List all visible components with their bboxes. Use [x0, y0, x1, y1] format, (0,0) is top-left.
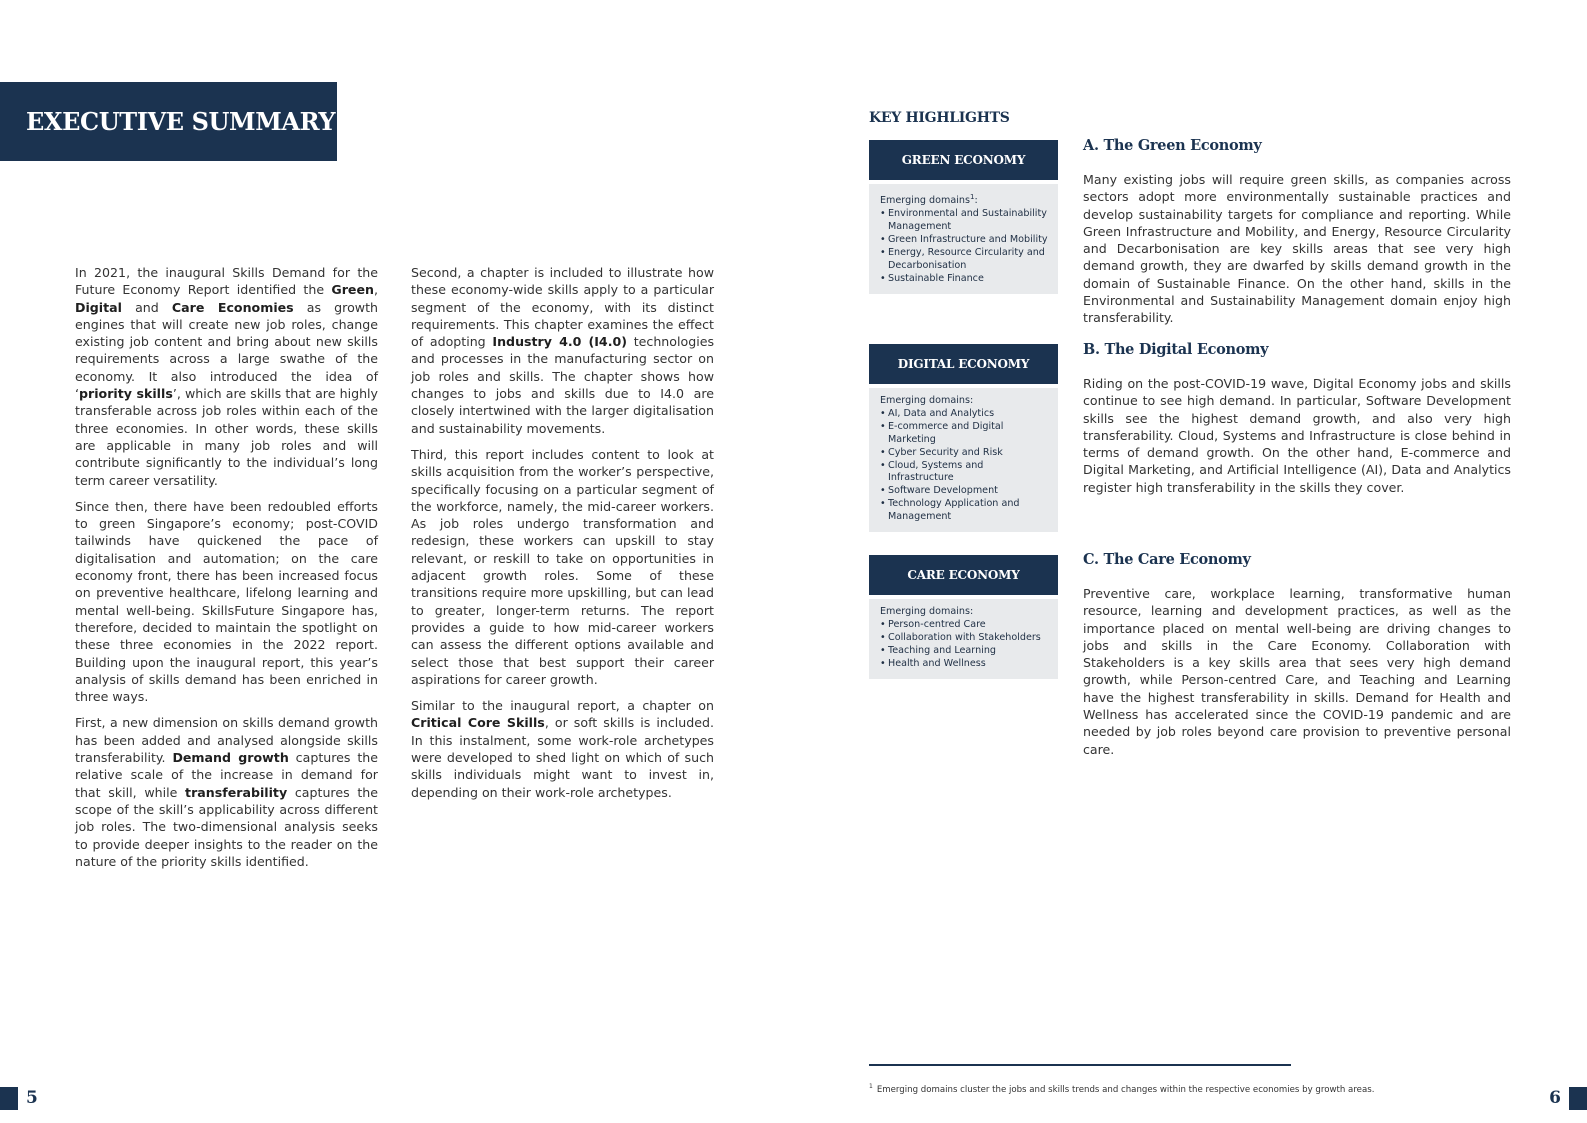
highlight-header-green: GREEN ECONOMY — [869, 140, 1058, 180]
text-run: technologies and processes in the manufacturing sector on job roles and skills. The chapter shows how changes to jobs and skills due to I4.0 are closely intertwined with the larger digitalisation and sustainability movements. — [411, 334, 715, 436]
label-text: Emerging domains — [880, 195, 970, 207]
highlight-body-digital — [869, 388, 1058, 532]
green-economy-heading: A. The Green Economy — [1083, 137, 1262, 154]
paragraph-intro — [75, 264, 378, 489]
list-item: • Software Development — [880, 485, 1048, 498]
footnote-divider — [869, 1064, 1291, 1066]
care-economy-heading: C. The Care Economy — [1083, 551, 1251, 568]
digital-economy-heading: B. The Digital Economy — [1083, 341, 1269, 358]
list-item: • Environmental and Sustainability Management — [880, 208, 1048, 234]
highlight-header-digital: DIGITAL ECONOMY — [869, 344, 1058, 384]
label-suffix: : — [974, 195, 978, 207]
list-item: • Teaching and Learning — [880, 645, 1048, 658]
emerging-domains-label: Emerging domains: — [880, 395, 974, 406]
footnote-marker: 1 — [869, 1083, 873, 1090]
paragraph-second — [411, 264, 714, 437]
page-number-right: 6 — [1549, 1088, 1561, 1108]
domain-list-digital — [880, 408, 1048, 524]
emerging-domains-label — [880, 191, 1048, 208]
page-title: EXECUTIVE SUMMARY — [0, 82, 337, 161]
footnote-ref: 1 — [970, 193, 975, 201]
list-item: • Sustainable Finance — [880, 273, 1048, 286]
highlight-header-care: CARE ECONOMY — [869, 555, 1058, 595]
bold-term-industry-4: Industry 4.0 (I4.0) — [492, 334, 627, 350]
text-run: In 2021, the inaugural Skills Demand for the Future Economy Report identified the — [75, 265, 378, 298]
text-run: Second, a chapter is included to illustrate how these economy-wide skills apply to a particular segment of the economy, with its distinct requirements. This chapter examines the effect of adopting — [411, 265, 714, 350]
list-item: • Health and Wellness — [880, 658, 1048, 671]
list-item: • Cyber Security and Risk — [880, 447, 1048, 460]
domain-list-green — [880, 208, 1048, 285]
text-run: , — [373, 282, 378, 298]
digital-economy-text: Riding on the post-COVID-19 wave, Digital Economy jobs and skills continue to see high demand. In particular, Software Development skills see the highest demand growth, and also very high transferability. Cloud, Systems and Infrastructure is close behind in terms of demand growth. On the other hand, E-commerce and Digital Marketing, and Artificial Intelligence (AI), Data and Analytics register high transferability in the skills they cover. — [1083, 376, 1511, 495]
page-marker-right — [1569, 1087, 1587, 1110]
text-run: Similar to the inaugural report, a chapter on — [411, 698, 714, 714]
text-run: as growth engines that will create new job roles, change existing job content and bring about new skills requirements across a large swathe of the economy. It also introduced the idea of ‘ — [75, 299, 379, 402]
list-item: • Cloud, Systems and Infrastructure — [880, 460, 1048, 486]
highlight-body-green — [869, 184, 1058, 294]
summary-column-right — [411, 264, 714, 810]
list-item: • Energy, Resource Circularity and Decarbonisation — [880, 247, 1048, 273]
text-run: captures the scope of the skill’s applicability across different job roles. The two-dimensional analysis seeks to provide deeper insights to the reader on the nature of the priority skills identified. — [75, 784, 378, 869]
list-item: • AI, Data and Analytics — [880, 408, 1048, 421]
list-item: • Technology Application and Management — [880, 498, 1048, 524]
text-run: ’, which are skills that are highly transferable across job roles within each of the three economies. In other words, these skills are applicable in many job roles and will contribute significantly to the individual’s long term career versatility. — [75, 386, 378, 488]
highlight-body-care — [869, 599, 1058, 679]
paragraph-first — [75, 714, 378, 870]
paragraph-since-then: Since then, there have been redoubled efforts to green Singapore’s economy; post-COVID tailwinds have quickened the pace of digitalisation and automation; on the care economy front, there has been increased focus on preventive healthcare, lifelong learning and mental well-being. SkillsFuture Singapore has, therefore, decided to maintain the spotlight on these three economies in the 2022 report. Building upon the inaugural report, this year’s analysis of skills demand has been enriched in three ways. — [75, 498, 378, 705]
list-item: • Green Infrastructure and Mobility — [880, 234, 1048, 247]
bold-term-critical-core-skills: Critical Core Skills — [411, 715, 545, 731]
paragraph-third: Third, this report includes content to look at skills acquisition from the worker’s perspective, specifically focusing on a particular segment of the workforce, namely, the mid-career workers. As job roles undergo transformation and redesign, these workers can upskill to stay relevant, or reskill to take on opportunities in adjacent growth roles. Some of these transitions require more upskilling, but can lead to greater, longer-term returns. The report provides a guide to how mid-career workers can assess the different options available and select those that best support their career aspirations for career growth. — [411, 446, 714, 687]
emerging-domains-label: Emerging domains: — [880, 606, 974, 617]
green-economy-text: Many existing jobs will require green skills, as companies across sectors adopt more environmentally sustainable practices and develop sustainability targets for compliance and reporting. While Green Infrastructure and Mobility, and Energy, Resource Circularity and Decarbonisation are key skills areas that see very high demand growth, they are dwarfed by skills demand growth in the domain of Sustainable Finance. On the other hand, skills in the Environmental and Sustainability Management domain enjoy high transferability. — [1083, 172, 1511, 326]
highlight-box-care — [869, 555, 1058, 679]
key-highlights-title: KEY HIGHLIGHTS — [869, 110, 1010, 126]
paragraph-similar — [411, 697, 714, 801]
highlight-box-digital — [869, 344, 1058, 532]
highlight-box-green — [869, 140, 1058, 294]
text-run: captures the relative scale of the increase in demand for that skill, while — [75, 750, 378, 800]
summary-column-left — [75, 264, 378, 879]
page-number-left: 5 — [26, 1088, 38, 1108]
bold-term-priority-skills: priority skills — [79, 386, 173, 402]
footnote-text: Emerging domains cluster the jobs and skills trends and changes within the respective economies by growth areas. — [876, 1084, 1375, 1095]
text-run: , or soft skills is included. In this instalment, some work-role archetypes were developed to shed light on which of such skills individuals might want to invest in, depending on their work-role archetypes. — [411, 715, 714, 800]
page-marker-left — [0, 1087, 18, 1110]
care-economy-text: Preventive care, workplace learning, transformative human resource, learning and development practices, as well as the importance placed on mental well-being are driving changes to jobs and skills in the Care Economy. Collaboration with Stakeholders is a key skills area that sees very high demand growth, while Person-centred Care, and Teaching and Learning have the highest transferability in skills. Demand for Health and Wellness has accelerated since the COVID-19 pandemic and are needed by job roles beyond care provision to preventive personal care. — [1083, 586, 1511, 757]
bold-term-demand-growth: Demand growth — [172, 750, 289, 766]
footnote — [869, 1083, 1374, 1095]
domain-list-care — [880, 619, 1048, 671]
text-run: First, a new dimension on skills demand growth has been added and analysed alongside skills transferability. — [75, 715, 378, 766]
bold-term-transferability: transferability — [185, 784, 288, 800]
bold-term-care-economies: Care Economies — [171, 299, 294, 315]
list-item: • Collaboration with Stakeholders — [880, 632, 1048, 645]
list-item: • Person-centred Care — [880, 619, 1048, 632]
bold-term-digital: Digital — [75, 299, 122, 315]
list-item: • E-commerce and Digital Marketing — [880, 421, 1048, 447]
text-run: and — [121, 299, 172, 315]
bold-term-green: Green — [331, 282, 374, 298]
